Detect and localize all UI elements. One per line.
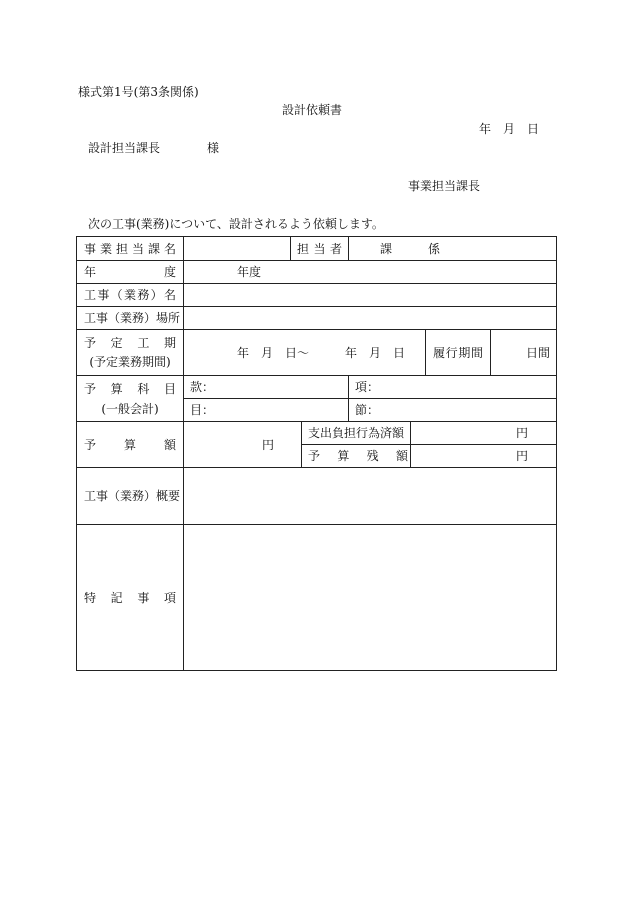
overview-label-cell <box>76 467 184 525</box>
kou-label: 項： <box>355 380 380 394</box>
remarks-label-cell <box>76 524 184 671</box>
budget-item-sublabel: (一般会計) <box>101 401 159 416</box>
remaining-label: 予算残額 <box>308 449 408 463</box>
committed-unit: 円 <box>515 426 528 440</box>
remarks-value-cell <box>183 524 557 671</box>
document-title: 設計依頼書 <box>282 103 343 117</box>
remaining-label-cell <box>301 444 411 468</box>
sender-title: 事業担当課長 <box>408 179 481 193</box>
section-unit: 課 <box>380 241 393 256</box>
budget-amount-value-cell <box>183 421 302 468</box>
kan-cell <box>183 375 349 399</box>
schedule-value-cell <box>183 329 426 376</box>
overview-value-cell <box>183 467 557 525</box>
fiscal-year-label: 年度 <box>84 265 176 279</box>
duration-label-cell <box>425 329 491 376</box>
request-table <box>76 236 557 671</box>
work-place-label: 工事（業務）場所 <box>84 311 181 325</box>
dept-name-label: 事業担当課名 <box>84 241 176 256</box>
overview-label: 工事（業務）概要 <box>84 489 181 503</box>
schedule-label: 予定工期 <box>84 335 176 350</box>
committed-label-cell <box>301 421 411 445</box>
dept-name-value-cell <box>183 236 291 261</box>
committed-value-cell <box>410 421 557 445</box>
person-label: 担当者 <box>297 241 342 256</box>
intro-text: 次の工事(業務)について、設計されるよう依頼します。 <box>88 217 384 231</box>
fiscal-year-label-cell <box>76 260 184 284</box>
fiscal-year-value-cell <box>183 260 557 284</box>
remarks-label: 特記事項 <box>84 590 176 605</box>
fiscal-year-value: 年度 <box>237 265 262 279</box>
committed-label: 支出負担行為済額 <box>308 426 405 440</box>
addressee-title: 設計担当課長 <box>88 141 161 155</box>
schedule-label-cell <box>76 329 184 376</box>
duration-value-cell <box>490 329 557 376</box>
work-name-label-cell <box>76 283 184 307</box>
kou-cell <box>348 375 557 399</box>
budget-item-label-cell <box>76 375 184 422</box>
subsection-unit: 係 <box>428 241 441 256</box>
person-label-cell <box>290 236 349 261</box>
work-name-value-cell <box>183 283 557 307</box>
remaining-unit: 円 <box>515 449 528 463</box>
person-value-cell <box>348 236 557 261</box>
schedule-sublabel: (予定業務期間) <box>89 354 171 369</box>
budget-amount-unit: 円 <box>262 437 275 452</box>
budget-amount-label: 予算額 <box>84 437 176 452</box>
remaining-value-cell <box>410 444 557 468</box>
budget-item-label: 予算科目 <box>84 381 176 396</box>
moku-label: 目： <box>190 403 215 417</box>
addressee-honorific: 様 <box>207 141 220 155</box>
moku-cell <box>183 398 349 422</box>
dept-name-label-cell <box>76 236 184 261</box>
work-place-value-cell <box>183 306 557 330</box>
work-place-label-cell <box>76 306 184 330</box>
kan-label: 款： <box>190 380 215 394</box>
setsu-cell <box>348 398 557 422</box>
work-name-label: 工事（業務）名 <box>84 288 176 302</box>
duration-unit: 日間 <box>525 345 550 360</box>
setsu-label: 節： <box>355 403 380 417</box>
schedule-value: 年 月 日〜 年 月 日 <box>237 345 406 360</box>
form-number: 様式第1号(第3条関係) <box>78 85 199 99</box>
date-line: 年 月 日 <box>479 122 540 136</box>
duration-label: 履行期間 <box>433 345 483 360</box>
budget-amount-label-cell <box>76 421 184 468</box>
